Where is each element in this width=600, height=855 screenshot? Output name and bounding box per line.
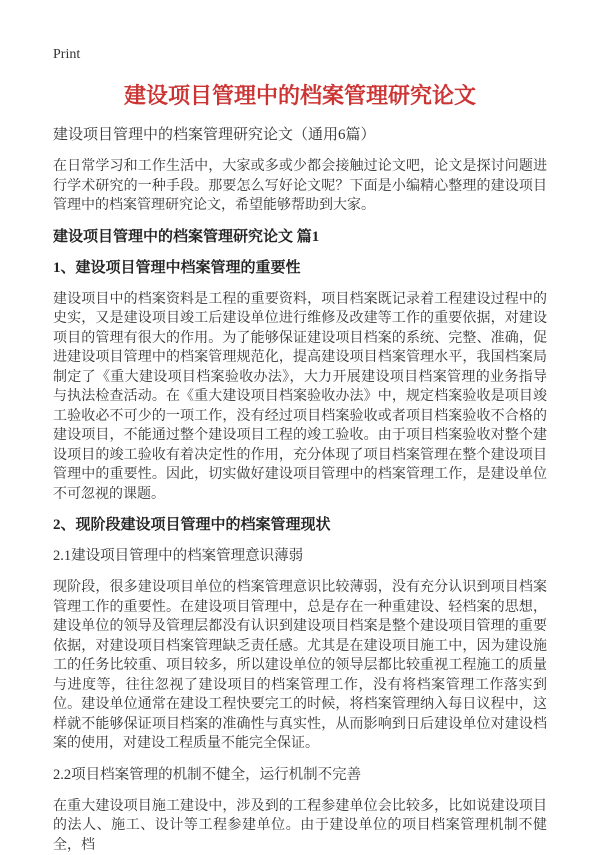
page-title: 建设项目管理中的档案管理研究论文: [53, 82, 547, 110]
section-subheading: 2.1建设项目管理中的档案管理意识薄弱: [53, 547, 547, 566]
body-paragraph: 建设项目中的档案资料是工程的重要资料，项目档案既记录着工程建设过程中的史实，又是建设项目竣工后建设单位进行维修及改建等工作的重要依据，对建设项目的管理有很大的作用。为了能够保证建设项目档案的系统、完整、准确，促进建设项目管理中的档案管理规范化，提高建设项目档案管理水平，我国档案局制定了《重大建设项目档案验收办法》，大力开展建设项目档案管理的业务指导与执法检查活动。在《重大建设项目档案验收办法》中，规定档案验收是项目竣工验收必不可少的一项工作，没有经过项目档案验收或者项目档案验收不合格的建设项目，不能通过整个建设项目工程的竣工验收。由于项目档案验收对整个建设项目的竣工验收有着决定性的作用，充分体现了项目档案管理在整个建设项目管理中的重要性。因此，切实做好建设项目管理中的档案管理工作，是建设单位不可忽视的课题。: [53, 290, 547, 505]
body-paragraph: 现阶段，很多建设项目单位的档案管理意识比较薄弱，没有充分认识到项目档案管理工作的重要性。在建设项目管理中，总是存在一种重建设、轻档案的思想，建设单位的领导及管理层都没有认识到建设项目档案是整个建设项目管理的重要依据，对建设项目档案管理缺乏责任感。尤其是在建设项目施工中，因为建设施工的任务比较重、项目较多，所以建设单位的领导层都比较重视工程施工的质量与进度等，往往忽视了建设项目的档案管理工作，没有将档案管理工作落实到位。建设单位通常在建设工程快要完工的时候，将档案管理纳入每日议程中，这样就不能够保证项目档案的准确性与真实性，从而影响到日后建设单位对建设档案的使用，对建设工程质量不能完全保证。: [53, 578, 547, 754]
section-heading: 2、现阶段建设项目管理中的档案管理现状: [53, 516, 547, 535]
section-heading: 建设项目管理中的档案管理研究论文 篇1: [53, 228, 547, 247]
print-link[interactable]: Print: [53, 46, 80, 64]
intro-paragraph: 在日常学习和工作生活中，大家或多或少都会接触过论文吧，论文是探讨问题进行学术研究的一种手段。那要怎么写好论文呢？下面是小编精心整理的建设项目管理中的档案管理研究论文，希望能够帮助到大家。: [53, 157, 547, 216]
section-subheading: 2.2项目档案管理的机制不健全，运行机制不完善: [53, 766, 547, 785]
body-paragraph: 在重大建设项目施工建设中，涉及到的工程参建单位会比较多，比如说建设项目的法人、施工、设计等工程参建单位。由于建设单位的项目档案管理机制不健全，档: [53, 797, 547, 855]
article-body: [53, 228, 547, 855]
doc-subtitle: 建设项目管理中的档案管理研究论文（通用6篇）: [53, 125, 547, 145]
section-heading: 1、建设项目管理中档案管理的重要性: [53, 259, 547, 278]
